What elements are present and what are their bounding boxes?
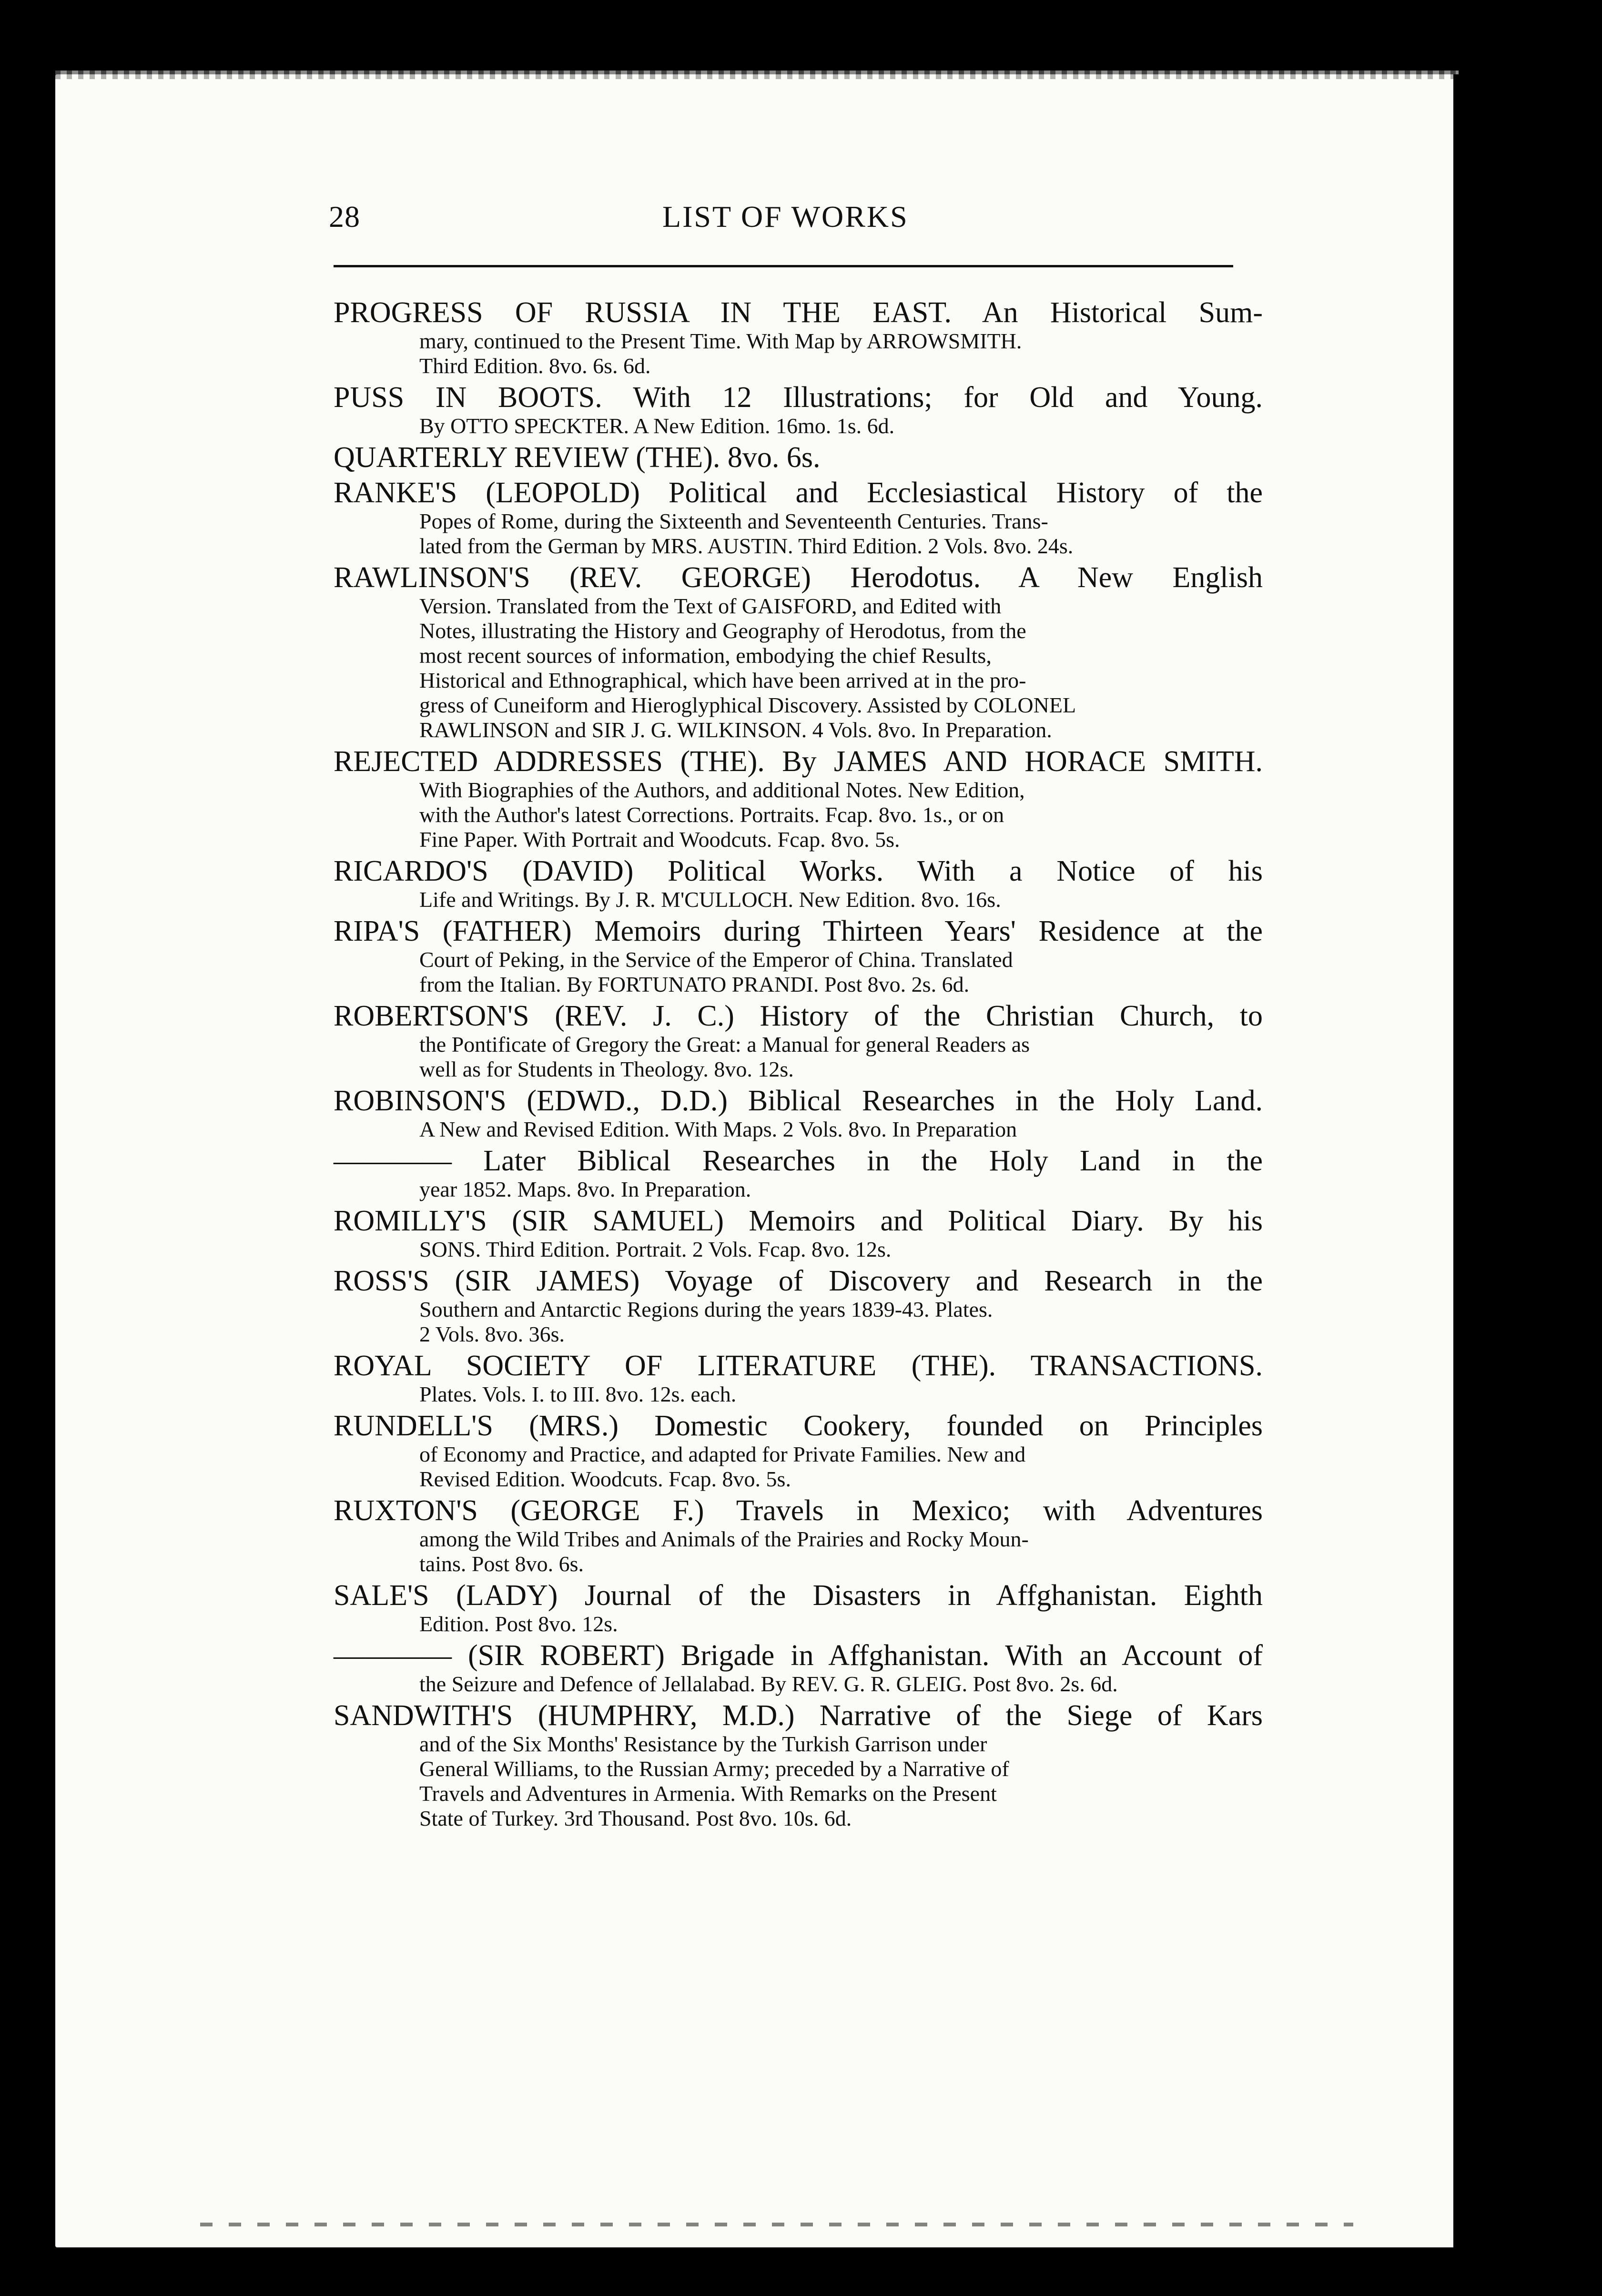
entry-heading: ROBINSON'S (EDWD., D.D.) Biblical Researches in the Holy Land. xyxy=(334,1085,1263,1117)
catalogue-entry xyxy=(334,1265,1263,1347)
entry-description-line: and of the Six Months' Resistance by the Turkish Garrison under xyxy=(419,1732,987,1756)
catalogue-entry xyxy=(334,855,1263,912)
catalogue-entry xyxy=(334,1494,1263,1576)
catalogue-entry xyxy=(334,745,1263,852)
catalogue-entry xyxy=(334,441,1263,474)
entry-description xyxy=(419,1032,1263,1082)
entry-description-line: With Biographies of the Authors, and additional Notes. New Edition, xyxy=(419,778,1025,802)
catalogue-entry xyxy=(334,1699,1263,1831)
entry-description-line: most recent sources of information, embodying the chief Results, xyxy=(419,643,992,668)
entry-description-line: Court of Peking, in the Service of the Emperor of China. Translated xyxy=(419,947,1013,972)
entry-description xyxy=(419,1732,1263,1831)
catalogue-entry xyxy=(334,1410,1263,1492)
scan-margin xyxy=(1453,74,1577,2247)
page-header xyxy=(329,199,1234,242)
entry-heading: PROGRESS OF RUSSIA IN THE EAST. An Historical Sum- xyxy=(334,296,1263,329)
entry-heading: ROSS'S (SIR JAMES) Voyage of Discovery and Research in the xyxy=(334,1265,1263,1297)
catalogue-entry xyxy=(334,296,1263,378)
entry-description-line: Travels and Adventures in Armenia. With Remarks on the Present xyxy=(419,1781,997,1806)
entry-description-line: RAWLINSON and SIR J. G. WILKINSON. 4 Vols. 8vo. In Preparation. xyxy=(419,718,1052,742)
entry-description xyxy=(419,329,1263,378)
entry-description xyxy=(419,1382,1263,1407)
entry-description-line: General Williams, to the Russian Army; preceded by a Narrative of xyxy=(419,1757,1009,1781)
entry-description-line: By OTTO SPECKTER. A New Edition. 16mo. 1s. 6d. xyxy=(419,414,895,438)
entry-description xyxy=(419,594,1263,742)
entry-description-line: Life and Writings. By J. R. M'CULLOCH. New Edition. 8vo. 16s. xyxy=(419,887,1001,912)
entry-description-line: A New and Revised Edition. With Maps. 2 Vols. 8vo. In Preparation xyxy=(419,1117,1017,1141)
entry-description-line: 2 Vols. 8vo. 36s. xyxy=(419,1322,565,1346)
catalogue-entry xyxy=(334,1639,1263,1697)
entry-description-line: among the Wild Tribes and Animals of the Prairies and Rocky Moun- xyxy=(419,1527,1029,1551)
entry-description-line: tains. Post 8vo. 6s. xyxy=(419,1552,584,1576)
entry-description-line: well as for Students in Theology. 8vo. 12s. xyxy=(419,1057,794,1081)
catalogue-entry xyxy=(334,1205,1263,1262)
catalogue-entry xyxy=(334,1000,1263,1082)
entry-description xyxy=(419,509,1263,559)
page-number: 28 xyxy=(329,200,360,234)
entry-heading: ROBERTSON'S (REV. J. C.) History of the Christian Church, to xyxy=(334,1000,1263,1032)
catalogue-entry xyxy=(334,561,1263,742)
entry-description-line: Fine Paper. With Portrait and Woodcuts. Fcap. 8vo. 5s. xyxy=(419,827,900,852)
entry-description xyxy=(419,1237,1263,1262)
entry-heading: ———— (SIR ROBERT) Brigade in Affghanistan. With an Account of xyxy=(334,1639,1263,1672)
entry-heading: PUSS IN BOOTS. With 12 Illustrations; for Old and Young. xyxy=(334,381,1263,414)
catalogue-entries xyxy=(334,296,1263,1834)
entry-description-line: of Economy and Practice, and adapted for Private Families. New and xyxy=(419,1442,1026,1466)
entry-description xyxy=(419,1672,1263,1697)
catalogue-entry xyxy=(334,1145,1263,1202)
entry-description-line: State of Turkey. 3rd Thousand. Post 8vo. 10s. 6d. xyxy=(419,1806,852,1830)
entry-heading: ROYAL SOCIETY OF LITERATURE (THE). TRANSACTIONS. xyxy=(334,1350,1263,1382)
entry-description-line: Version. Translated from the Text of GAISFORD, and Edited with xyxy=(419,594,1002,618)
entry-description xyxy=(419,1442,1263,1492)
entry-description-line: Revised Edition. Woodcuts. Fcap. 8vo. 5s. xyxy=(419,1467,791,1491)
catalogue-entry xyxy=(334,915,1263,997)
entry-heading: RICARDO'S (DAVID) Political Works. With a Notice of his xyxy=(334,855,1263,887)
header-rule xyxy=(334,265,1233,267)
entry-heading: SALE'S (LADY) Journal of the Disasters in Affghanistan. Eighth xyxy=(334,1579,1263,1612)
catalogue-entry xyxy=(334,1085,1263,1142)
entry-heading: RUXTON'S (GEORGE F.) Travels in Mexico; with Adventures xyxy=(334,1494,1263,1527)
entry-description-line: from the Italian. By FORTUNATO PRANDI. Post 8vo. 2s. 6d. xyxy=(419,972,970,996)
entry-description-line: gress of Cuneiform and Hieroglyphical Discovery. Assisted by COLONEL xyxy=(419,693,1076,717)
entry-heading: RUNDELL'S (MRS.) Domestic Cookery, founded on Principles xyxy=(334,1410,1263,1442)
entry-description xyxy=(419,1612,1263,1636)
entry-description-line: year 1852. Maps. 8vo. In Preparation. xyxy=(419,1177,751,1201)
entry-description xyxy=(419,887,1263,912)
running-head: LIST OF WORKS xyxy=(662,200,909,234)
entry-heading: REJECTED ADDRESSES (THE). By JAMES AND HORACE SMITH. xyxy=(334,745,1263,778)
catalogue-entry xyxy=(334,381,1263,438)
entry-description-line: Edition. Post 8vo. 12s. xyxy=(419,1612,618,1636)
entry-heading: RIPA'S (FATHER) Memoirs during Thirteen Years' Residence at the xyxy=(334,915,1263,947)
entry-description xyxy=(419,1297,1263,1347)
catalogue-entry xyxy=(334,477,1263,559)
entry-description-line: SONS. Third Edition. Portrait. 2 Vols. Fcap. 8vo. 12s. xyxy=(419,1237,892,1261)
entry-description xyxy=(419,1117,1263,1142)
catalogue-entry xyxy=(334,1579,1263,1636)
entry-heading: SANDWITH'S (HUMPHRY, M.D.) Narrative of the Siege of Kars xyxy=(334,1699,1263,1732)
entry-description-line: Plates. Vols. I. to III. 8vo. 12s. each. xyxy=(419,1382,737,1406)
entry-description-line: Popes of Rome, during the Sixteenth and Seventeenth Centuries. Trans- xyxy=(419,509,1048,533)
entry-heading: QUARTERLY REVIEW (THE). 8vo. 6s. xyxy=(334,441,821,474)
entry-heading: RAWLINSON'S (REV. GEORGE) Herodotus. A New English xyxy=(334,561,1263,594)
entry-description-line: with the Author's latest Corrections. Portraits. Fcap. 8vo. 1s., or on xyxy=(419,803,1004,827)
entry-description xyxy=(419,414,1263,438)
entry-description-line: lated from the German by MRS. AUSTIN. Third Edition. 2 Vols. 8vo. 24s. xyxy=(419,534,1074,558)
page-edge-bottom xyxy=(200,2223,1353,2226)
entry-description-line: mary, continued to the Present Time. With Map by ARROWSMITH. xyxy=(419,329,1022,353)
entry-heading: ROMILLY'S (SIR SAMUEL) Memoirs and Political Diary. By his xyxy=(334,1205,1263,1237)
entry-description xyxy=(419,1177,1263,1202)
entry-description xyxy=(419,947,1263,997)
catalogue-entry xyxy=(334,1350,1263,1407)
entry-heading: RANKE'S (LEOPOLD) Political and Ecclesiastical History of the xyxy=(334,477,1263,509)
entry-description-line: Southern and Antarctic Regions during the years 1839-43. Plates. xyxy=(419,1297,993,1321)
entry-description xyxy=(419,1527,1263,1576)
page-edge-top xyxy=(55,71,1459,79)
entry-description-line: the Pontificate of Gregory the Great: a Manual for general Readers as xyxy=(419,1032,1030,1057)
entry-description-line: Third Edition. 8vo. 6s. 6d. xyxy=(419,354,651,378)
entry-heading: ———— Later Biblical Researches in the Holy Land in the xyxy=(334,1145,1263,1177)
entry-description xyxy=(419,778,1263,852)
entry-description-line: the Seizure and Defence of Jellalabad. By REV. G. R. GLEIG. Post 8vo. 2s. 6d. xyxy=(419,1672,1118,1696)
entry-description-line: Notes, illustrating the History and Geography of Herodotus, from the xyxy=(419,619,1026,643)
entry-description-line: Historical and Ethnographical, which have been arrived at in the pro- xyxy=(419,668,1026,692)
